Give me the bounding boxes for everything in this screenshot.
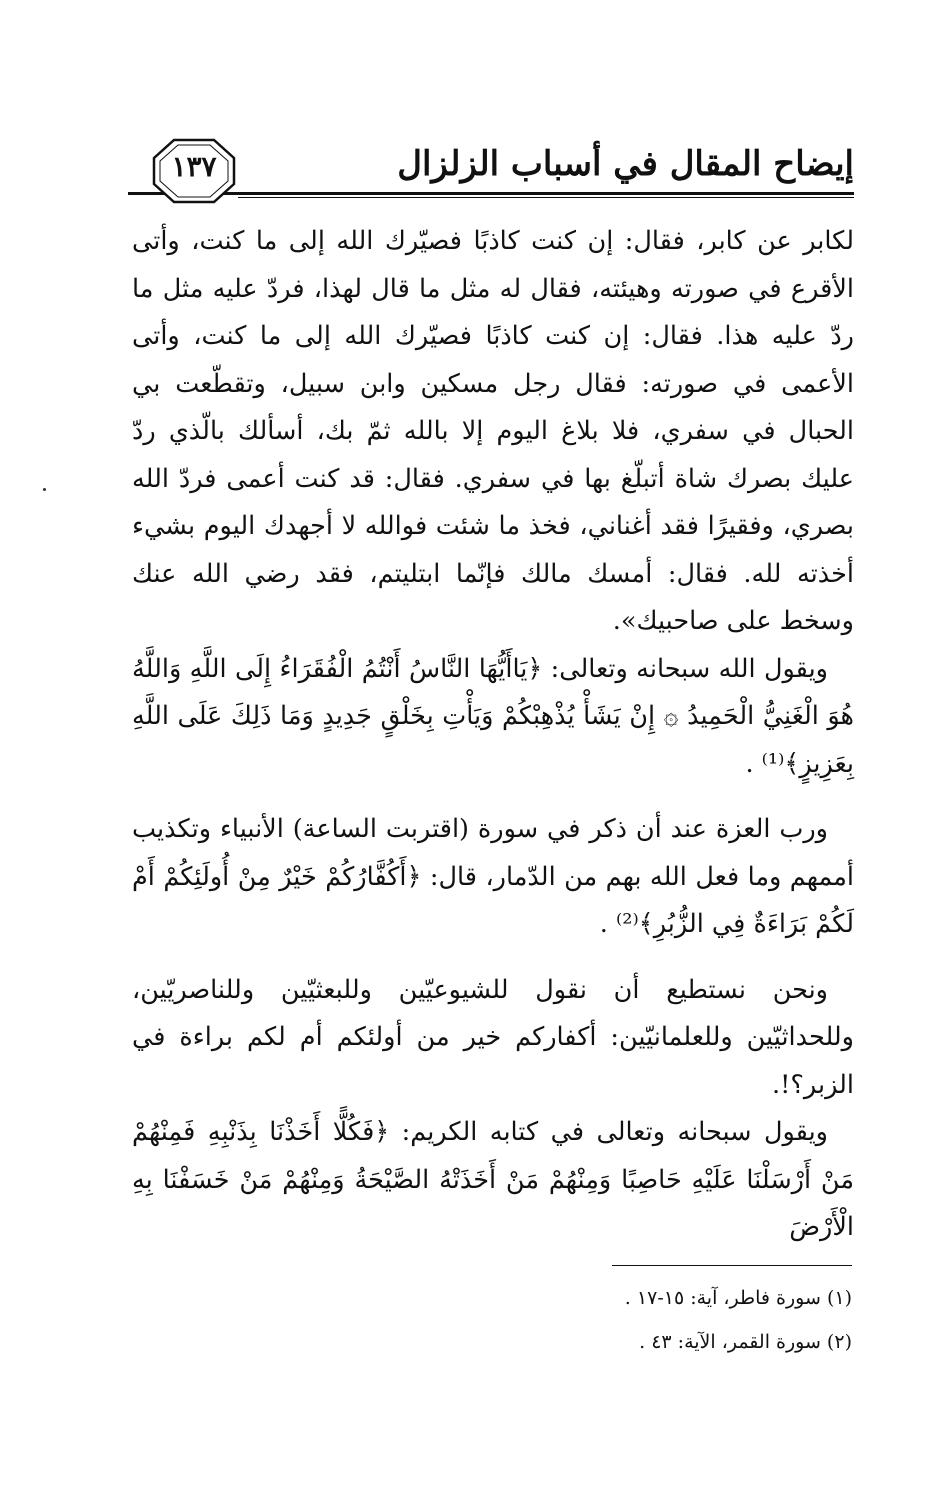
page-header: [128, 140, 854, 208]
paragraph-verse-qamar: ورب العزة عند أن ذكر في سورة (اقتربت الساعة) الأنبياء وتكذيب أممهم وما فعل الله بهم من الدّمار، قال: ﴿أَكُفَّارُكُمْ خَيْرٌ مِنْ أُولَئِكُمْ أَمْ لَكُمْ بَرَاءَةٌ فِي الزُّبُرِ﴾⁽²⁾ .: [132, 814, 854, 939]
footnote-2: (٢) سورة القمر، الآية: ٤٣ .: [639, 1331, 852, 1353]
footnote-separator: [612, 1265, 852, 1266]
paragraph-hadith: لكابر عن كابر، فقال: إن كنت كاذبًا فصيّرك الله إلى ما كنت، وأتى الأقرع في صورته وهيئته، فقال له مثل ما قال لهذا، فردّ عليه مثل ما ردّ عليه هذا. فقال: إن كنت كاذبًا فصيّرك الله إلى ما كنت، وأتى الأعمى في صورته: فقال رجل مسكين وابن سبيل، وتقطّعت بي الحبال في سفري، فلا بلاغ اليوم إلا بالله ثمّ بك، أسألك بالّذي ردّ عليك بصرك شاة أتبلّغ بها في سفري. فقال: قد كنت أعمى فردّ الله بصري، وفقيرًا فقد أغناني، فخذ ما شئت فوالله لا أجهدك اليوم بشيء أخذته لله. فقال: أمسك مالك فإنّما ابتليتم، فقد رضي الله عنك وسخط على صاحبيك».: [132, 226, 854, 636]
paragraph-verse-ankabut: ويقول سبحانه وتعالى في كتابه الكريم: ﴿فَكُلًّا أَخَذْنَا بِذَنْبِهِ فَمِنْهُمْ مَنْ أَرْسَلْنَا عَلَيْهِ حَاصِبًا وَمِنْهُمْ مَنْ أَخَذَتْهُ الصَّيْحَةُ وَمِنْهُمْ مَنْ خَسَفْنَا بِهِ الْأَرْضَ: [132, 1117, 854, 1242]
page-number-badge: [150, 136, 238, 206]
stray-mark: [43, 488, 46, 491]
page-number: ١٣٧: [171, 150, 217, 183]
paragraph-verse-fatir: ويقول الله سبحانه وتعالى: ﴿يَاأَيُّهَا النَّاسُ أَنْتُمُ الْفُقَرَاءُ إِلَى اللَّهِ وَاللَّهُ هُوَ الْغَنِيُّ الْحَمِيدُ ۞ إِنْ يَشَأْ يُذْهِبْكُمْ وَيَأْتِ بِخَلْقٍ جَدِيدٍ وَمَا ذَلِكَ عَلَى اللَّهِ بِعَزِيزٍ﴾⁽¹⁾ .: [132, 653, 854, 779]
running-title: إيضاح المقال في أسباب الزلزال: [397, 144, 854, 184]
header-rule-thin: [238, 197, 854, 198]
page-body: [132, 218, 854, 1252]
footnotes: [500, 1276, 852, 1364]
footnote-1: (١) سورة فاطر، آية: ١٥-١٧ .: [624, 1287, 852, 1309]
paragraph-commentary: ونحن نستطيع أن نقول للشيوعيّين وللبعثيّين وللناصريّين، وللحداثيّين وللعلمانيّين: أكفاركم خير من أولئكم أم لكم براءة في الزبر؟!.: [132, 974, 854, 1100]
